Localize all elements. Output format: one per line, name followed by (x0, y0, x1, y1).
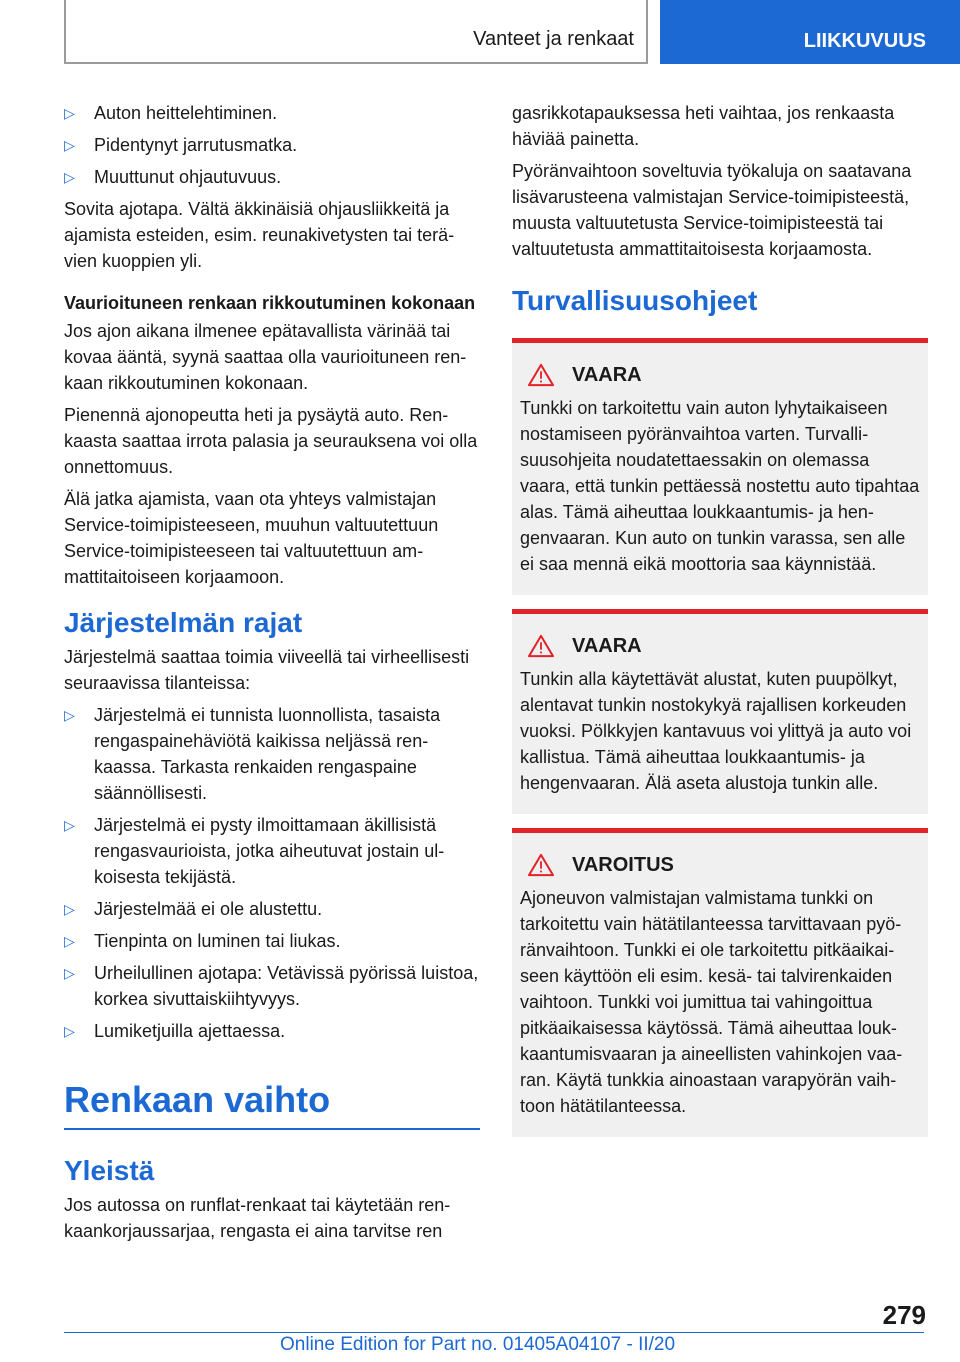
warning-triangle-icon (526, 853, 556, 877)
heading-safety: Turvallisuusohjeet (512, 285, 758, 316)
triangle-bullet-icon: ▷ (64, 901, 75, 917)
paragraph: Pyöränvaihtoon soveltuvia työkaluja on saatavana lisävarusteena valmistajan Service-toimipisteestä, muusta valtuutetusta Service-toimipisteestä tai valtuutetusta ammattitaitoisesta korjaamosta. (512, 161, 912, 259)
list-item: ▷ Järjestelmä ei tunnista luonnollista, tasaista rengaspainehäviötä kaikissa neljässä renkaassa. Tarkasta renkaiden rengaspaine säännöllisesti. (64, 702, 480, 806)
footer-divider (64, 1332, 924, 1333)
triangle-bullet-icon: ▷ (64, 933, 75, 949)
list-item: ▷ Muuttunut ohjautuvuus. (64, 164, 480, 190)
list-item: ▷ Urheilullinen ajotapa: Vetävissä pyörissä luistoa, korkea sivuttaiskiihtyvyys. (64, 960, 480, 1012)
paragraph: Järjestelmä saattaa toimia viiveellä tai virheellisesti seuraavissa tilanteissa: (64, 647, 470, 693)
triangle-bullet-icon: ▷ (64, 169, 75, 185)
heading-tire-change: Renkaan vaihto (64, 1078, 480, 1130)
list-item: ▷ Tienpinta on luminen tai liukas. (64, 928, 480, 954)
bullet-list-limits (64, 702, 480, 1044)
right-column (512, 100, 928, 1151)
header-box (64, 0, 648, 64)
heading-system-limits: Järjestelmän rajat (64, 607, 303, 638)
list-item: ▷ Lumiketjuilla ajettaessa. (64, 1018, 480, 1044)
section-title: Vanteet ja renkaat (473, 28, 634, 50)
list-item: ▷ Järjestelmää ei ole alustettu. (64, 896, 480, 922)
warning-triangle-icon (526, 363, 556, 387)
triangle-bullet-icon: ▷ (64, 707, 75, 723)
warning-title: VAROITUS (572, 853, 674, 876)
triangle-bullet-icon: ▷ (64, 817, 75, 833)
chapter-tab: LIIKKUVUUS (660, 0, 960, 64)
subheading: Vaurioituneen renkaan rikkoutuminen kokonaan (64, 293, 476, 313)
caution-box (512, 828, 928, 1137)
list-item: ▷ Auton heittelehtiminen. (64, 100, 480, 126)
triangle-bullet-icon: ▷ (64, 1023, 75, 1039)
bullet-list-effects (64, 100, 480, 190)
paragraph: Sovita ajotapa. Vältä äkkinäisiä ohjausliikkeitä ja ajamista esteiden, esim. reunakivetysten tai terävien kuoppien yli. (64, 199, 455, 271)
paragraph: Jos autossa on runflat-renkaat tai käytetään renkaankorjaussarjaa, rengasta ei aina tarvitse ren (64, 1195, 451, 1241)
left-column (64, 100, 480, 1250)
warning-text: Ajoneuvon valmistajan valmistama tunkki on tarkoitettu vain hätätilanteessa tarvittavaan pyöränvaihtoon. Tunkki ei ole tarkoitettu pitkäaikaiseen käyttöön eli esim. kesä- tai talvirenkaiden vaihtoon. Tunkki voi jumittua tai vahingoittua pitkäaikaisessa käytössä. Tämä aiheuttaa loukkaantumisvaaran ja aineellisten vahinkojen vaaran. Käytä tunkkia ainoastaan varapyörän vaihtoon hätätilanteessa. (520, 888, 903, 1116)
page-number: 279 (882, 1300, 926, 1330)
paragraph: gasrikkotapauksessa heti vaihtaa, jos renkaasta häviää painetta. (512, 103, 895, 149)
warning-title: VAARA (572, 363, 642, 386)
warning-box (512, 338, 928, 595)
triangle-bullet-icon: ▷ (64, 965, 75, 981)
warning-text: Tunkin alla käytettävät alustat, kuten puupölkyt, alentavat tunkin nostokykyä rajallisen korkeuden vuoksi. Pölkkyjen kantavuus voi ylittyä ja auto voi kallistua. Tämä aiheuttaa loukkaantumis- ja hengenvaaran. Älä aseta alustoja tunkin alle. (520, 669, 912, 793)
warning-title: VAARA (572, 634, 642, 657)
list-item: ▷ Järjestelmä ei pysty ilmoittamaan äkillisistä rengasvaurioista, jotka aiheutuvat jostain ulkoisesta tekijästä. (64, 812, 480, 890)
paragraph: Jos ajon aikana ilmenee epätavallista värinää tai kovaa ääntä, syynä saattaa olla vaurioituneen renkaan rikkoutuminen kokonaan. (64, 321, 467, 393)
heading-general: Yleistä (64, 1155, 155, 1186)
warning-text: Tunkki on tarkoitettu vain auton lyhytaikaiseen nostamiseen pyöränvaihtoa varten. Turvallisuusohjeita noudatettaessakin on olemassa vaara, että tunkin pettäessä nostettu auto tipahtaa alas. Tämä aiheuttaa loukkaantumis- ja hengenvaaran. Kun auto on tunkin varassa, sen alle ei saa mennä eikä moottoria saa käynnistää. (520, 398, 920, 574)
triangle-bullet-icon: ▷ (64, 137, 75, 153)
footer-edition: Online Edition for Part no. 01405A04107 - II/20 (280, 1334, 676, 1355)
warning-triangle-icon (526, 634, 556, 658)
paragraph: Älä jatka ajamista, vaan ota yhteys valmistajan Service-toimipisteeseen, muuhun valtuutettuun Service-toimipisteeseen tai valtuutettuun ammattitaitoiseen korjaamoon. (64, 489, 439, 587)
list-item: ▷ Pidentynyt jarrutusmatka. (64, 132, 480, 158)
warning-box (512, 609, 928, 814)
paragraph: Pienennä ajonopeutta heti ja pysäytä auto. Renkaasta saattaa irrota palasia ja seurauksena voi olla onnettomuus. (64, 405, 478, 477)
triangle-bullet-icon: ▷ (64, 105, 75, 121)
